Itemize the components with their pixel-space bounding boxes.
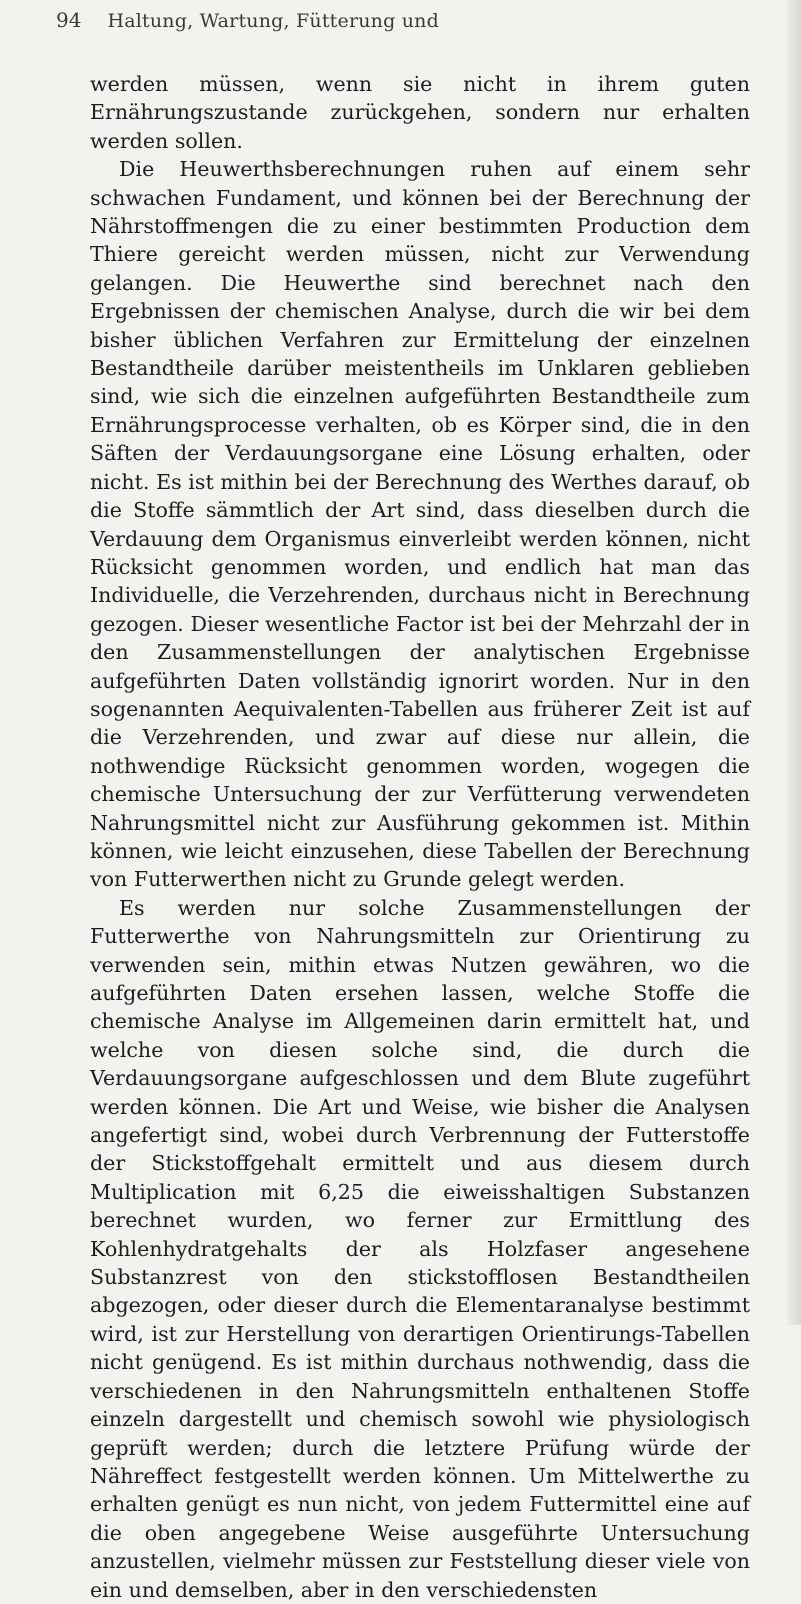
body-text: [90, 70, 750, 1604]
page-edge-shadow: [787, 0, 801, 1325]
page-header: [56, 8, 439, 38]
running-title: Haltung, Wartung, Fütterung und: [107, 10, 439, 32]
paragraph-continuation: werden müssen, wenn sie nicht in ihrem guten Ernährungszustande zurückgehen, sondern nur erhalten werden sollen.: [90, 72, 750, 153]
paragraph-heuwerth: Die Heuwerthsberechnungen ruhen auf einem sehr schwachen Fundament, und können bei der Berechnung der Nährstoffmengen die zu einer bestimmten Production dem Thiere gereicht werden müssen, nicht zur Verwendung gelangen. Die Heuwerthe sind berechnet nach den Ergebnissen der chemischen Analyse, durch die wir bei dem bisher üblichen Verfahren zur Ermittelung der einzelnen Bestandtheile darüber meistentheils im Unklaren geblieben sind, wie sich die einzelnen aufgeführten Bestandtheile zum Ernährungsprocesse verhalten, ob es Körper sind, die in den Säften der Verdauungsorgane eine Lösung erhalten, oder nicht. Es ist mithin bei der Berechnung des Werthes darauf, ob die Stoffe sämmtlich der Art sind, dass dieselben durch die Verdauung dem Organismus einverleibt werden können, nicht Rücksicht genommen worden, und endlich hat man das Individuelle, die Verzehrenden, durchaus nicht in Berechnung gezogen. Dieser wesentliche Factor ist bei der Mehrzahl der in den Zusammenstellungen der analytischen Ergebnisse aufgeführten Daten vollständig ignorirt worden. Nur in den sogenannten Aequivalenten-Tabellen aus früherer Zeit ist auf die Verzehrenden, und zwar auf diese nur allein, die nothwendige Rücksicht genommen worden, wogegen die chemische Untersuchung der zur Verfütterung verwendeten Nahrungsmittel nicht zur Ausführung gekommen ist. Mithin können, wie leicht einzusehen, diese Tabellen der Berechnung von Futterwerthen nicht zu Grunde gelegt werden.: [90, 157, 750, 892]
page-number: 94: [56, 8, 82, 32]
paragraph-zusammenstellungen: Es werden nur solche Zusammenstellungen der Futterwerthe von Nahrungsmitteln zur Orientirung zu verwenden sein, mithin etwas Nutzen gewähren, wo die aufgeführten Daten ersehen lassen, welche Stoffe die chemische Analyse im Allgemeinen darin ermittelt hat, und welche von diesen solche sind, die durch die Verdauungsorgane aufgeschlossen und dem Blute zugeführt werden können. Die Art und Weise, wie bisher die Analysen angefertigt sind, wobei durch Verbrennung der Futterstoffe der Stickstoffgehalt ermittelt und aus diesem durch Multiplication mit 6,25 die eiweisshaltigen Substanzen berechnet wurden, wo ferner zur Ermittlung des Kohlenhydratgehalts der als Holzfaser angesehene Substanzrest von den stickstofflosen Bestandtheilen abgezogen, oder dieser durch die Elementaranalyse bestimmt wird, ist zur Herstellung von derartigen Orientirungs-Tabellen nicht genügend. Es ist mithin durchaus nothwendig, dass die verschiedenen in den Nahrungsmitteln enthaltenen Stoffe einzeln dargestellt und chemisch sowohl wie physiologisch geprüft werden; durch die letztere Prüfung würde der Nähreffect festgestellt werden können. Um Mittelwerthe zu erhalten genügt es nun nicht, von jedem Futtermittel eine auf die oben angegebene Weise ausgeführte Untersuchung anzustellen, vielmehr müssen zur Feststellung dieser viele von ein und demselben, aber in den verschiedensten: [90, 895, 750, 1602]
